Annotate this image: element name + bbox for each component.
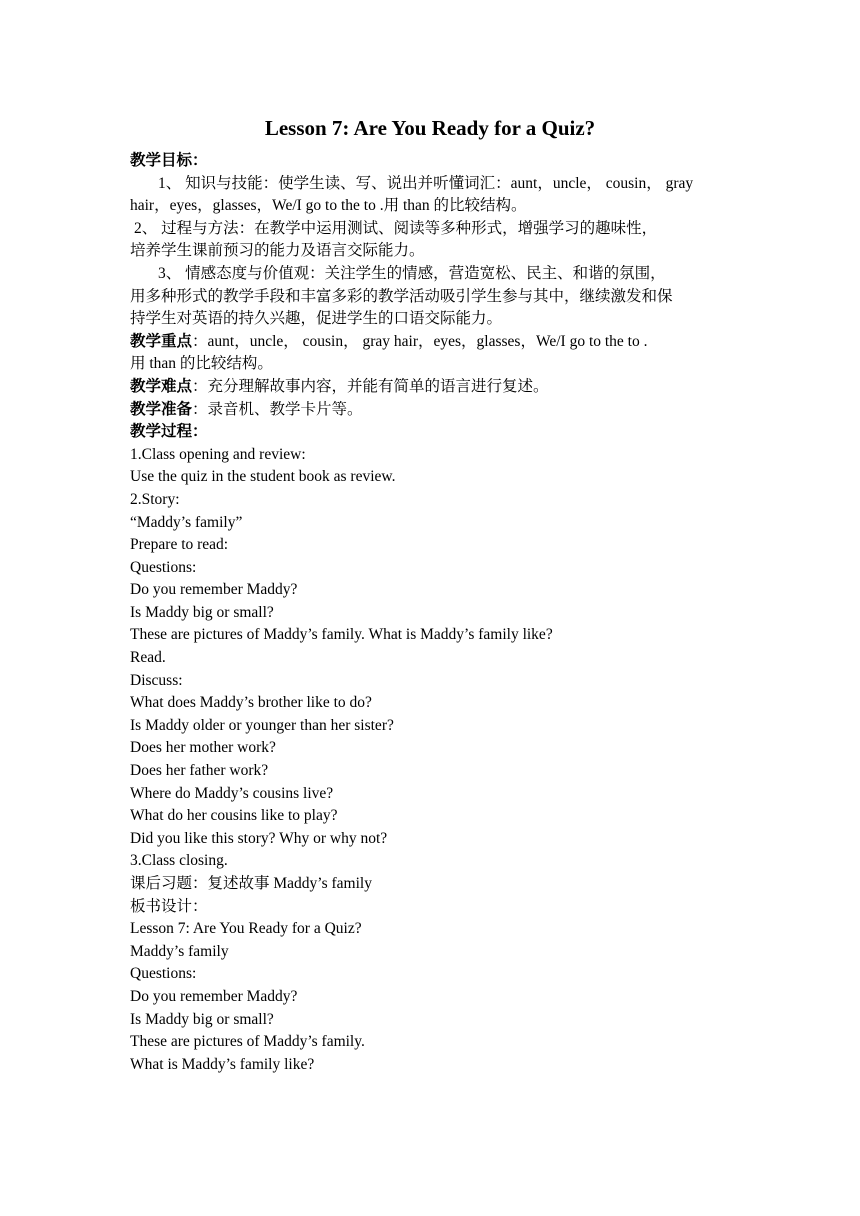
process-heading: 教学过程： bbox=[130, 423, 208, 441]
process-line: Is Maddy older or younger than her sister? bbox=[130, 716, 394, 734]
process-line: Does her father work? bbox=[130, 762, 269, 780]
process-line: These are pictures of Maddy’s family. What is Maddy’s family like? bbox=[130, 626, 553, 644]
process-line: Maddy’s family bbox=[130, 942, 229, 960]
process-line: What do her cousins like to play? bbox=[130, 807, 338, 825]
process-line: Prepare to read: bbox=[130, 536, 229, 554]
process-line: Discuss: bbox=[130, 671, 183, 689]
objective-2-line-1: 2、 过程与方法：在教学中运用测试、阅读等多种形式，增强学习的趣味性， bbox=[134, 219, 658, 237]
objective-3-line-2: 用多种形式的教学手段和丰富多彩的教学活动吸引学生参与其中，继续激发和保 bbox=[130, 287, 673, 305]
process-line: 1.Class opening and review: bbox=[130, 445, 306, 463]
process-line: Lesson 7: Are You Ready for a Quiz? bbox=[130, 920, 362, 938]
process-line: 2.Story: bbox=[130, 490, 180, 508]
process-line: Is Maddy big or small? bbox=[130, 603, 274, 621]
objective-2-line-2: 培养学生课前预习的能力及语言交际能力。 bbox=[130, 242, 425, 260]
preparation bbox=[130, 399, 730, 422]
key-points-label: 教学重点 bbox=[130, 332, 193, 350]
process-line: Questions: bbox=[130, 965, 197, 983]
process-line: Questions: bbox=[130, 558, 197, 576]
process-line: 课后习题：复述故事 Maddy’s family bbox=[130, 875, 372, 892]
objective-1-line-1: 1、 知识与技能：使学生读、写、说出并听懂词汇：aunt，uncle， cousin， gray bbox=[158, 174, 694, 192]
process-line: Does her mother work? bbox=[130, 739, 276, 757]
process-line: “Maddy’s family” bbox=[130, 513, 243, 531]
objective-3-line-1: 3、 情感态度与价值观：关注学生的情感，营造宽松、民主、和谐的氛围， bbox=[158, 264, 666, 282]
preparation-label: 教学准备 bbox=[130, 400, 193, 418]
process-line: Is Maddy big or small? bbox=[130, 1010, 274, 1028]
difficulties-label: 教学难点 bbox=[130, 377, 193, 395]
process-line: 3.Class closing. bbox=[130, 852, 228, 870]
process-line: Did you like this story? Why or why not? bbox=[130, 829, 388, 847]
objective-3-line-3: 持学生对英语的持久兴趣，促进学生的口语交际能力。 bbox=[130, 310, 503, 328]
difficulties bbox=[130, 376, 730, 399]
key-points-line-2: 用 than 的比较结构。 bbox=[130, 355, 273, 373]
key-points bbox=[130, 331, 730, 354]
process-line: What is Maddy’s family like? bbox=[130, 1055, 315, 1073]
document-body bbox=[130, 150, 730, 1076]
process-line: What does Maddy’s brother like to do? bbox=[130, 694, 372, 712]
objective-1-line-2: hair，eyes，glasses，We/I go to the to .用 than 的比较结构。 bbox=[130, 197, 527, 215]
process-line: Read. bbox=[130, 649, 166, 667]
key-points-text: ：aunt，uncle， cousin， gray hair，eyes，glasses，We/I go to the to . bbox=[192, 332, 648, 350]
process-line: 板书设计： bbox=[130, 897, 208, 915]
difficulties-text: ：充分理解故事内容，并能有简单的语言进行复述。 bbox=[192, 377, 549, 395]
objectives-heading: 教学目标： bbox=[130, 152, 208, 169]
page-title: Lesson 7: Are You Ready for a Quiz? bbox=[264, 116, 596, 140]
process-line: These are pictures of Maddy’s family. bbox=[130, 1033, 365, 1051]
process-line: Where do Maddy’s cousins live? bbox=[130, 784, 334, 802]
process-line: Do you remember Maddy? bbox=[130, 987, 298, 1005]
process-line: Use the quiz in the student book as review. bbox=[130, 468, 396, 486]
process-list bbox=[130, 444, 730, 1077]
process-line: Do you remember Maddy? bbox=[130, 581, 298, 599]
preparation-text: ：录音机、教学卡片等。 bbox=[192, 400, 363, 418]
